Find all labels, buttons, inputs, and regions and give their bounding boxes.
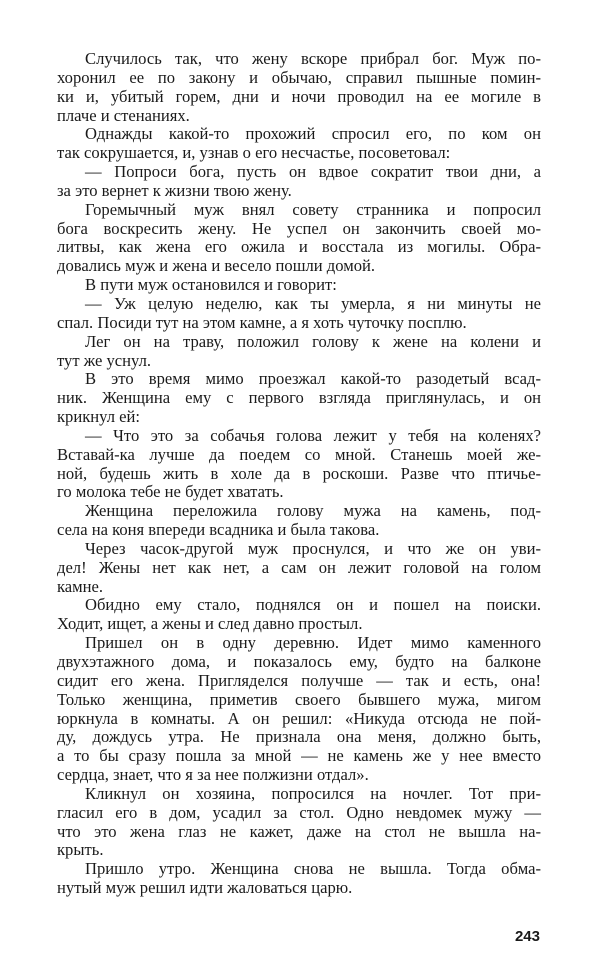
text-line: Только женщина, приметив своего бывшего мужа, мигом <box>57 689 541 709</box>
text-line: Обидно ему стало, поднялся он и пошел на поиски. <box>85 595 541 615</box>
text-line: гласил его в дом, усадил за стол. Одно невдомек мужу — <box>57 802 541 822</box>
text-line: нутый муж решил идти жаловаться царю. <box>57 878 353 898</box>
text-line: Горемычный муж внял совету странника и попросил <box>85 199 541 219</box>
paragraph <box>57 201 541 276</box>
paragraph <box>57 276 541 295</box>
text-line: сердца, знает, что я за нее полжизни отдал». <box>57 765 369 785</box>
text-line: плаче и стенаниях. <box>57 105 190 125</box>
text-line: Пришло утро. Женщина снова не вышла. Тогда обма- <box>85 859 541 879</box>
text-line: ки и, убитый горем, дни и ночи проводил на ее могиле в <box>57 86 541 106</box>
text-line: Вставай-ка лучше да поедем со мной. Станешь моей же- <box>57 444 541 464</box>
text-line: го молока тебе не будет хватать. <box>57 482 284 502</box>
text-line: Случилось так, что жену вскоре прибрал бог. Муж по- <box>85 49 541 68</box>
text-line: хоронил ее по закону и обычаю, справил пышные помин- <box>57 67 541 87</box>
text-line: сидит его жена. Пригляделся получше — так и есть, она! <box>57 670 541 690</box>
text-line: дел! Жены нет как нет, а сам он лежит головой на голом <box>57 557 541 577</box>
text-line: камне. <box>57 576 104 596</box>
text-line: Однажды какой-то прохожий спросил его, по ком он <box>85 124 541 144</box>
paragraph <box>57 125 541 163</box>
text-line: так сокрушается, и, узнав о его несчастье, посоветовал: <box>57 143 451 163</box>
text-line: Лег он на траву, положил голову к жене на колени и <box>85 331 541 351</box>
text-line: за это вернет к жизни твою жену. <box>57 180 292 200</box>
text-line: крыть. <box>57 840 104 860</box>
text-line: В это время мимо проезжал какой-то разодетый всад- <box>85 369 541 389</box>
paragraph <box>57 333 541 371</box>
text-line: спал. Посиди тут на этом камне, а я хоть чуточку посплю. <box>57 312 467 332</box>
paragraph <box>57 295 541 333</box>
text-line: Пришел он в одну деревню. Идет мимо каменного <box>85 633 541 653</box>
text-line: ник. Женщина ему с первого взгляда приглянулась, и он <box>57 388 541 408</box>
paragraph <box>57 596 541 634</box>
paragraph <box>57 370 541 427</box>
text-line: Кликнул он хозяина, попросился на ночлег. Тот при- <box>85 783 541 803</box>
text-line: — Попроси бога, пусть он вдвое сократит твои дни, а <box>85 162 541 182</box>
text-line: села на коня впереди всадника и была такова. <box>57 520 380 540</box>
paragraph <box>57 860 541 898</box>
text-line: ной, будешь жить в холе да в роскоши. Разве что птичье- <box>57 463 541 483</box>
text-line: — Что это за собачья голова лежит у тебя на коленях? <box>85 425 541 445</box>
paragraph <box>57 50 541 125</box>
paragraph <box>57 427 541 502</box>
text-line: Через часок-другой муж проснулся, и что же он уви- <box>85 538 541 558</box>
text-line: довались муж и жена и весело пошли домой. <box>57 256 376 276</box>
paragraph <box>57 502 541 540</box>
text-line: — Уж целую неделю, как ты умерла, я ни минуты не <box>85 293 541 313</box>
body-text <box>57 50 541 898</box>
text-line: бога воскресить жену. Не успел он закончить своей мо- <box>57 218 541 238</box>
text-line: тут же уснул. <box>57 350 152 370</box>
paragraph <box>57 634 541 785</box>
text-line: ду, дождусь утра. Не признала она меня, должно быть, <box>57 727 541 747</box>
paragraph <box>57 163 541 201</box>
text-line: двухэтажного дома, и показалось ему, будто на балконе <box>57 652 541 671</box>
paragraph <box>57 785 541 860</box>
text-line: Женщина переложила голову мужа на камень, под- <box>85 501 541 521</box>
text-line: литвы, как жена его ожила и восстала из могилы. Обра- <box>57 237 541 257</box>
text-line: что это жена глаз не кажет, даже на стол не вышла на- <box>57 821 541 841</box>
text-line: В пути муж остановился и говорит: <box>85 275 337 295</box>
text-line: юркнула в комнаты. А он решил: «Никуда отсюда не пой- <box>57 708 541 728</box>
page-number: 243 <box>514 928 540 945</box>
text-line: а то бы сразу пошла за мной — не камень же у нее вместо <box>57 746 541 766</box>
text-line: крикнул ей: <box>57 407 141 427</box>
paragraph <box>57 540 541 597</box>
text-line: Ходит, ищет, а жены и след давно простыл. <box>57 614 363 634</box>
